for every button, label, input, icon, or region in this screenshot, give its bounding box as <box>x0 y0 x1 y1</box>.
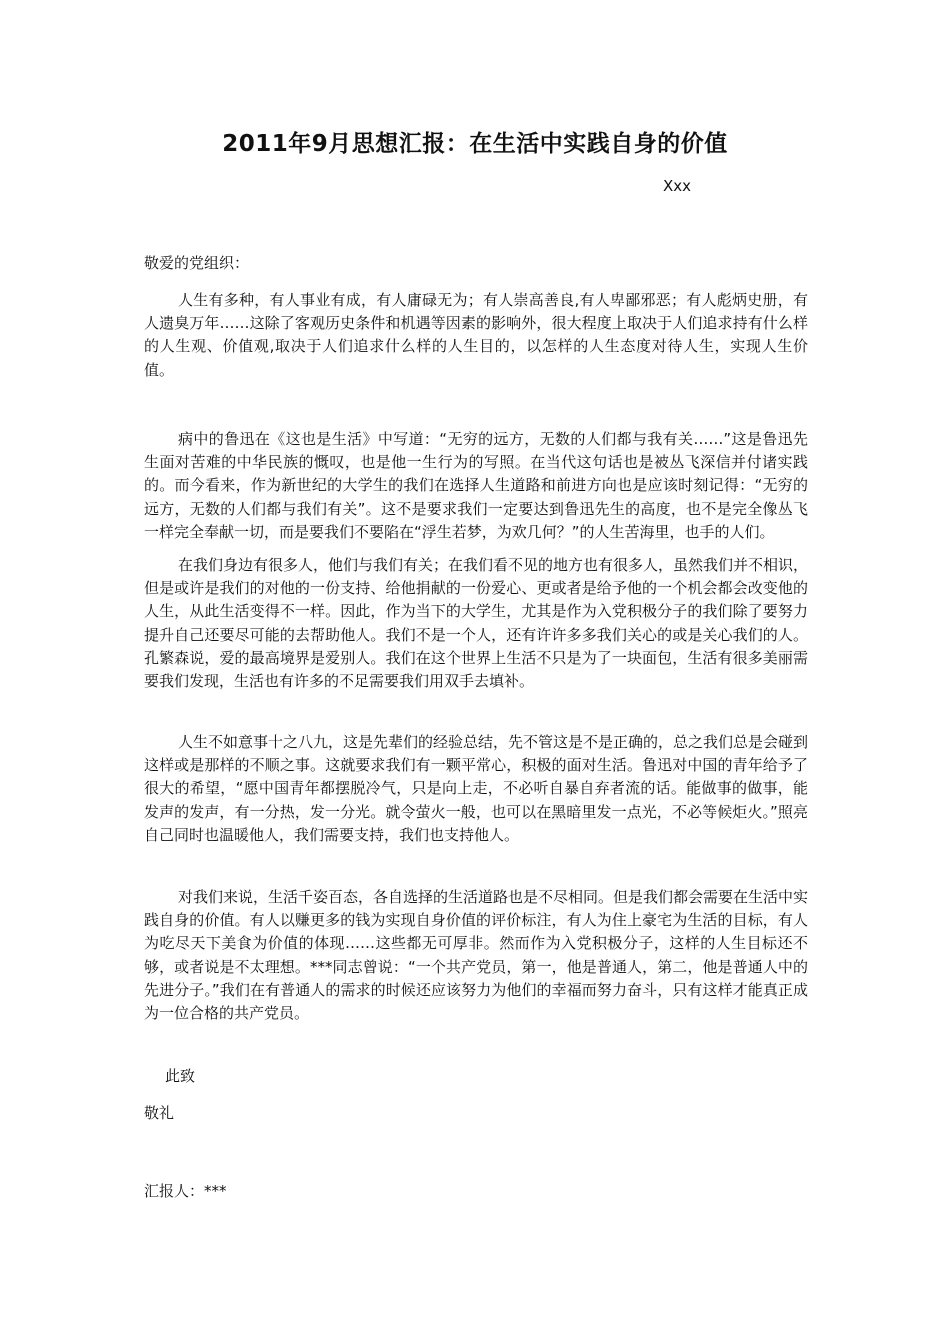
body-paragraph-1: 人生有多种，有人事业有成，有人庸碌无为；有人崇高善良,有人卑鄙邪恶；有人彪炳史册，有人遗臭万年……这除了客观历史条件和机遇等因素的影响外，很大程度上取决于人们追求持有什么样的人生观、价值观,取决于人们追求什么样的人生目的，以怎样的人生态度对待人生，实现人生价值。 <box>144 291 808 379</box>
document-title: 2011年9月思想汇报：在生活中实践自身的价值 <box>222 131 728 157</box>
body-paragraph-2: 病中的鲁迅在《这也是生活》中写道：“无穷的远方，无数的人们都与我有关……”这是鲁迅先生面对苦难的中华民族的慨叹，也是他一生行为的写照。在当代这句话也是被丛飞深信并付诸实践的。而今看来，作为新世纪的大学生的我们在选择人生道路和前进方向也是应该时刻记得：“无穷的远方，无数的人们都与我们有关”。这不是要求我们一定要达到鲁迅先生的高度，也不是完全像丛飞一样完全奉献一切，而是要我们不要陷在“浮生若梦，为欢几何？”的人生苦海里，也手的人们。 <box>144 430 808 541</box>
body-paragraph-5: 对我们来说，生活千姿百态，各自选择的生活道路也是不尽相同。但是我们都会需要在生活中实践自身的价值。有人以赚更多的钱为实现自身价值的评价标注，有人为住上豪宅为生活的目标，有人为吃尽天下美食为价值的体现……这些都无可厚非。然而作为入党积极分子，这样的人生目标还不够，或者说是不太理想。***同志曾说：“一个共产党员，第一，他是普通人，第二，他是普通人中的先进分子。”我们在有普通人的需求的时候还应该努力为他们的幸福而努力奋斗，只有这样才能真正成为一位合格的共产党员。 <box>144 888 809 1023</box>
closing-line-1: 此致 <box>165 1067 196 1085</box>
body-paragraph-4: 人生不如意事十之八九，这是先辈们的经验总结，先不管这是不是正确的，总之我们总是会碰到这样或是那样的不顺之事。这就要求我们有一颗平常心，积极的面对生活。鲁迅对中国的青年给予了很大的希望，“愿中国青年都摆脱冷气，只是向上走，不必听自暴自弃者流的话。能做事的做事，能发声的发声，有一分热，发一分光。就令萤火一般，也可以在黑暗里发一点光，不必等候炬火。”照亮自己同时也温暖他人，我们需要支持，我们也支持他人。 <box>144 733 809 844</box>
author-name: Xxx <box>663 177 692 195</box>
salutation: 敬爱的党组织： <box>144 254 250 272</box>
signature-line: 汇报人：*** <box>144 1182 227 1200</box>
body-paragraph-3: 在我们身边有很多人，他们与我们有关；在我们看不见的地方也有很多人，虽然我们并不相识，但是或许是我们的对他的一份支持、给他捐献的一份爱心、更或者是给予他的一个机会都会改变他的人生，从此生活变得不一样。因此，作为当下的大学生，尤其是作为入党积极分子的我们除了要努力提升自己还要尽可能的去帮助他人。我们不是一个人，还有许许多多我们关心的或是关心我们的人。孔繁森说，爱的最高境界是爱别人。我们在这个世界上生活不只是为了一块面包，生活有很多美丽需要我们发现，生活也有许多的不足需要我们用双手去填补。 <box>144 556 809 691</box>
closing-line-2: 敬礼 <box>144 1104 175 1122</box>
